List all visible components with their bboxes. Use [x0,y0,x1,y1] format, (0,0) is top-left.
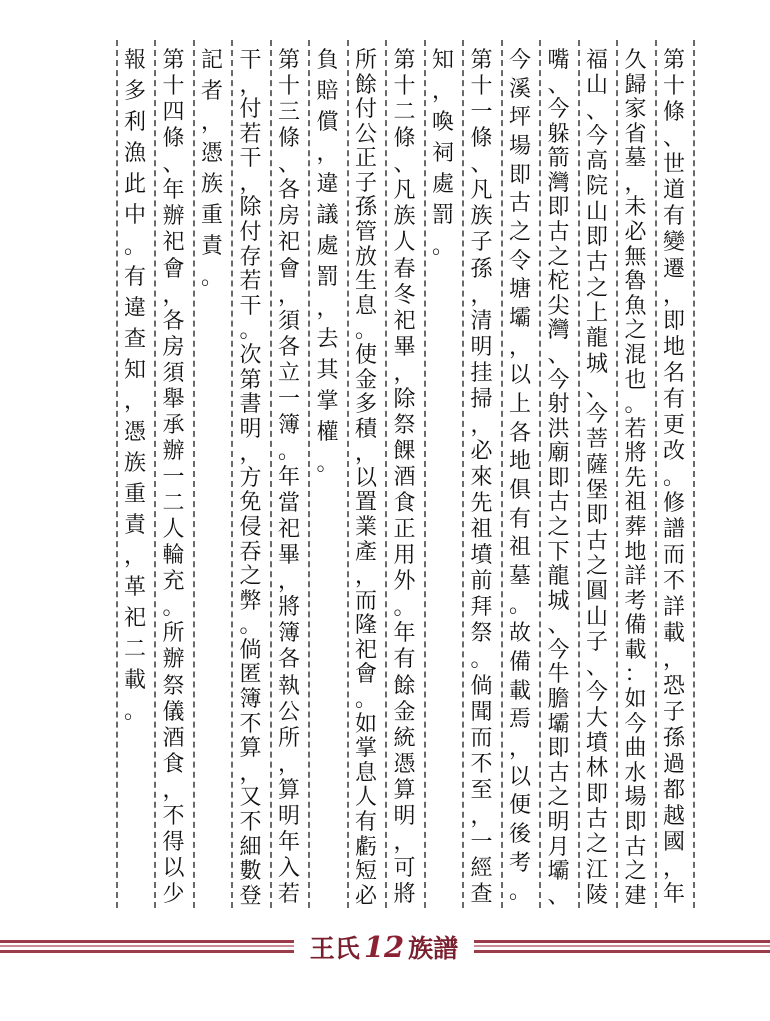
text-column: 第 十 一 條 、 凡 族 子 孫 ， 清 明 挂 掃 ， 必 來 先 祖 墳 前 拜 祭 。 倘 聞 而 不 至 ， 一 經 查 [470,48,493,907]
text-column: 第 十 四 條 、 年 辦 祀 會 ， 各 房 須 舉 承 辦 一 二 人 輪 充 。 所 辦 祭 儀 酒 食 ， 不 得 以 少 [162,48,185,907]
column-divider [270,40,272,908]
text-column: 第 十 二 條 、 凡 族 人 春 冬 祀 畢 ， 除 祭 餜 酒 食 正 用 外 。 年 有 餘 金 統 憑 算 明 ， 可 將 [393,48,416,907]
page-number: 12 [363,930,405,964]
column-divider [693,40,695,908]
text-column: 記 者 ， 憑 族 重 責 。 [200,48,223,290]
text-column: 第 十 三 條 、 各 房 祀 會 ， 須 各 立 一 簿 。 年 當 祀 畢 ， 將 簿 各 執 公 所 ， 算 明 年 入 若 [277,48,300,907]
footer-book-name: 族譜 [408,934,459,963]
column-divider [308,40,310,908]
text-column: 福 山 、 今 高 院 山 即 古 之 上 龍 城 、 今 菩 薩 堡 即 古 之 圓 山 子 、 今 大 墳 林 即 古 之 江 陵 [585,48,608,908]
column-divider [231,40,233,908]
column-divider [539,40,541,908]
column-divider [424,40,426,908]
footer-surname: 王氏 [309,934,360,963]
column-divider [347,40,349,908]
text-column: 報 多 利 漁 此 中 。 有 違 查 知 ， 憑 族 重 責 ， 革 祀 二 載 。 [123,48,146,724]
column-divider [578,40,580,908]
text-column: 所 餘 付 公 正 子 孫 管 放 生 息 。 使 金 多 積 ， 以 置 業 產 ， 而 隆 祀 會 。 如 掌 息 人 有 虧 短 必 [354,48,377,909]
column-divider [462,40,464,908]
footer-title [294,925,474,969]
text-column: 負 賠 償 ， 違 議 處 罰 ， 去 其 掌 權 。 [316,48,339,476]
column-divider [616,40,618,908]
column-divider [385,40,387,908]
column-divider [655,40,657,908]
text-column: 久 歸 家 省 墓 ， 未 必 無 魯 魚 之 混 也 。 若 將 先 祖 葬 地 詳 考 備 載 ： 如 今 曲 水 場 即 古 之 建 [624,48,647,909]
column-divider [193,40,195,908]
column-divider [154,40,156,908]
text-column: 干 ， 付 若 干 ， 除 付 存 若 干 。 次 第 書 明 ， 方 免 侵 吞 之 弊 。 倘 匿 簿 不 算 ， 又 不 細 數 登 [239,48,262,909]
text-column: 今 溪 坪 場 即 古 之 令 塘 壩 ， 以 上 各 地 俱 有 祖 墓 。 故 備 載 焉 ， 以 便 後 考 。 [508,48,531,905]
text-column: 第 十 條 、 世 道 有 變 遷 ， 即 地 名 有 更 改 。 修 譜 而 不 詳 載 ， 恐 子 孫 過 都 越 國 ， 年 [662,48,685,907]
text-column: 知 ， 喚 祠 處 罰 。 [431,48,454,259]
column-divider [501,40,503,908]
column-divider [116,40,118,908]
text-column: 嘴 、 今 躲 箭 灣 即 古 之 柁 尖 灣 、 今 射 洪 廟 即 古 之 下 龍 城 、 今 牛 膽 壩 即 古 之 明 月 壩 、 [547,48,570,909]
